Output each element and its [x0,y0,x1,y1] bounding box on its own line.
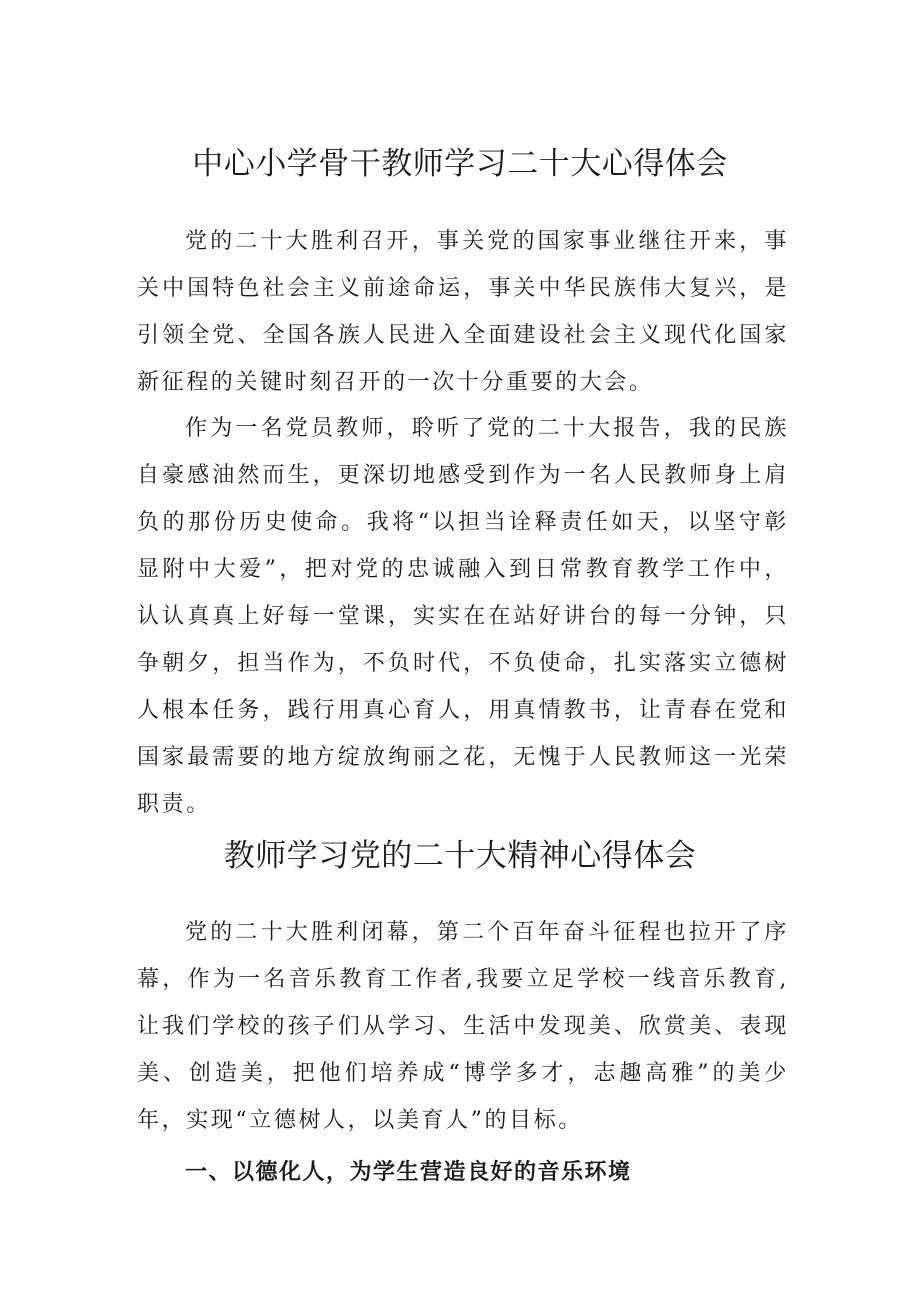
section-1-paragraph-1: 党的二十大胜利召开，事关党的国家事业继往开来，事关中国特色社会主义前途命运，事关中华民族伟大复兴，是引领全党、全国各族人民进入全面建设社会主义现代化国家新征程的关键时刻召开的一次十分重要的大会。 [137,229,789,395]
section-1-paragraph-2: 作为一名党员教师，聆听了党的二十大报告，我的民族自豪感油然而生，更深切地感受到作为一名人民教师身上肩负的那份历史使命。我将“以担当诠释责任如天，以坚守彰显附中大爱”，把对党的忠诚融入到日常教育教学工作中，认认真真上好每一堂课，实实在在站好讲台的每一分钟，只争朝夕，担当作为，不负时代，不负使命，扎实落实立德树人根本任务，践行用真心育人，用真情教书，让青春在党和国家最需要的地方绽放绚丽之花，无愧于人民教师这一光荣职责。 [137,416,789,817]
section-2-title: 教师学习党的二十大精神心得体会 [223,838,697,874]
section-1-title: 中心小学骨干教师学习二十大心得体会 [192,146,728,182]
section-2-paragraph-1: 党的二十大胜利闭幕，第二个百年奋斗征程也拉开了序幕，作为一名音乐教育工作者,我要立足学校一线音乐教育,让我们学校的孩子们从学习、生活中发现美、欣赏美、表现美、创造美，把他们培养成“博学多才，志趣高雅”的美少年，实现“立德树人，以美育人”的目标。 [137,920,789,1133]
section-2-subheading: 一、以德化人，为学生营造良好的音乐环境 [185,1160,632,1185]
